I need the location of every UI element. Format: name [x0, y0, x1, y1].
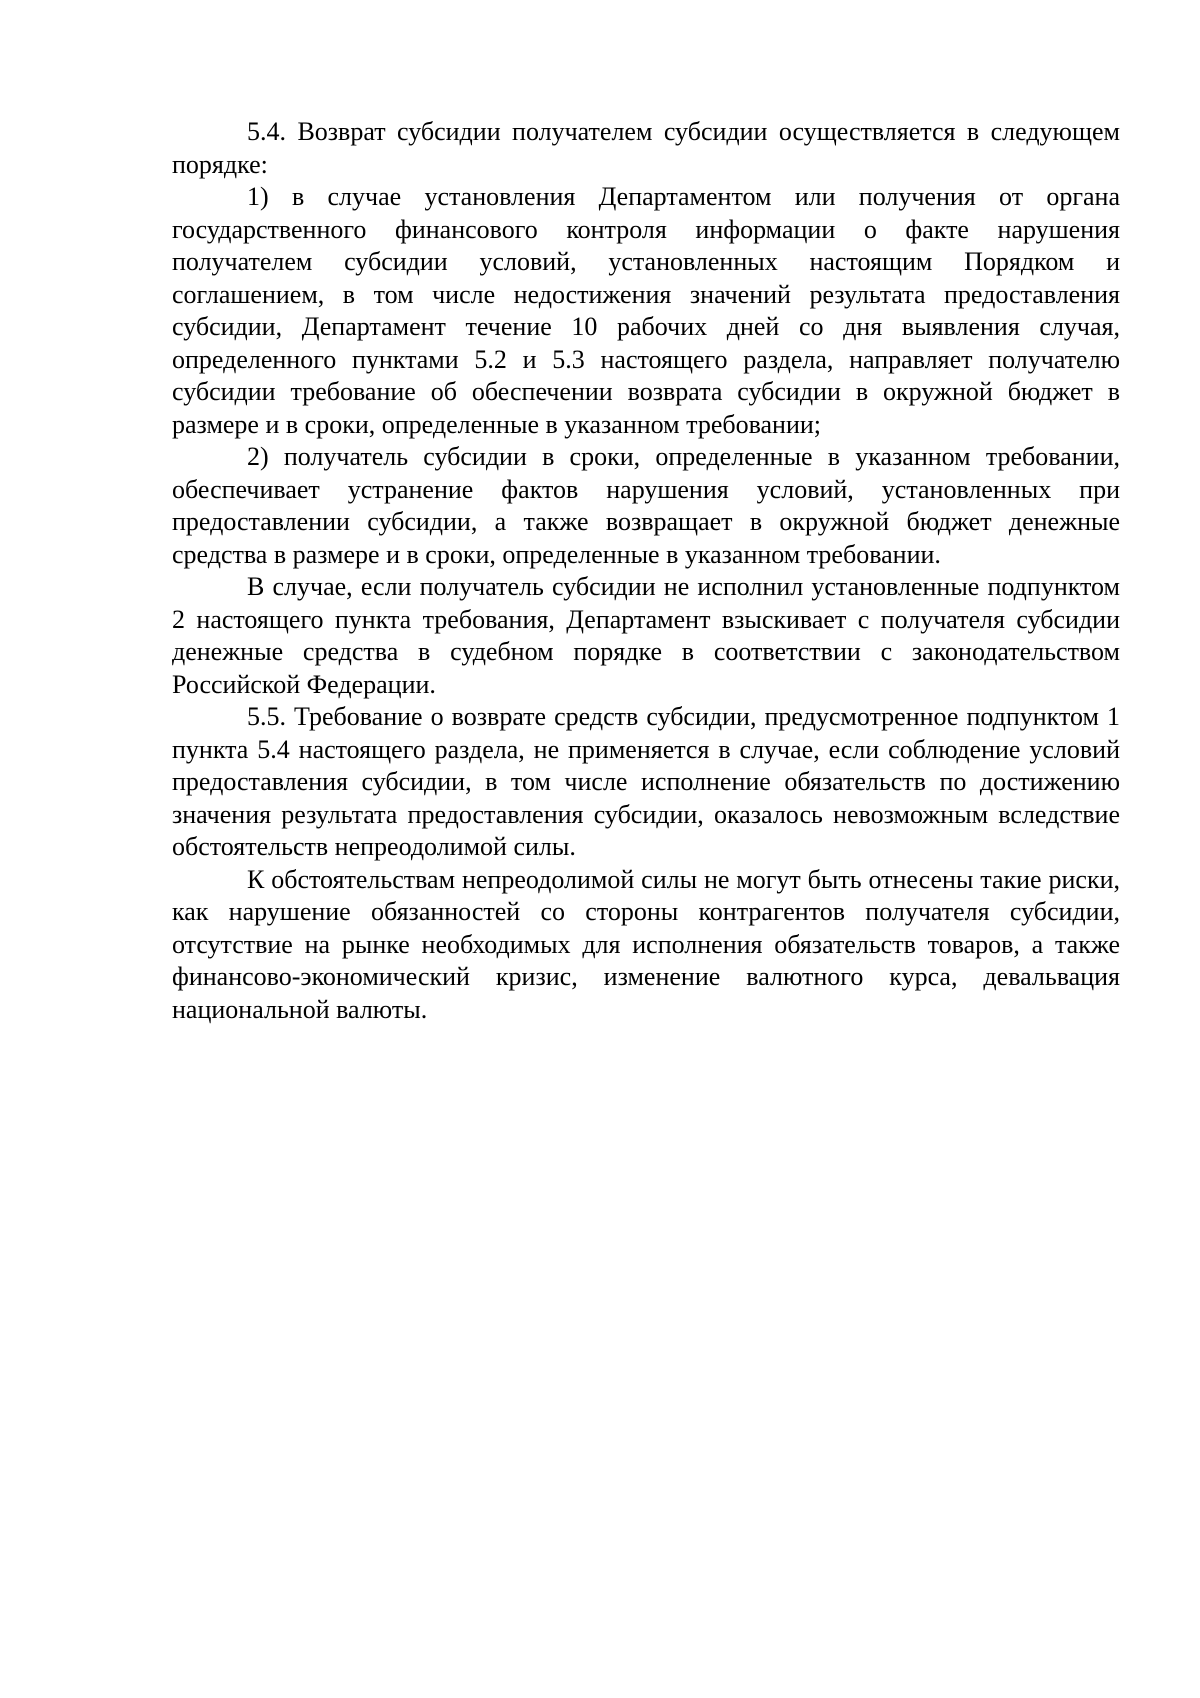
paragraph-5-4-item-2: 2) получатель субсидии в сроки, определенные в указанном требовании, обеспечивает устранение фактов нарушения условий, установленных при предоставлении субсидии, а также возвращает в окружной бюджет денежные средства в размере и в сроки, определенные в указанном требовании. [172, 442, 1120, 569]
paragraph-5-5: 5.5. Требование о возврате средств субсидии, предусмотренное подпунктом 1 пункта 5.4 настоящего раздела, не применяется в случае, если соблюдение условий предоставления субсидии, в том числе исполнение обязательств по достижению значения результата предоставления субсидии, оказалось невозможным вследствие обстоятельств непреодолимой силы. [172, 702, 1120, 861]
paragraph-court-recovery: В случае, если получатель субсидии не исполнил установленные подпунктом 2 настоящего пункта требования, Департамент взыскивает с получателя субсидии денежные средства в судебном порядке в соответствии с законодательством Российской Федерации. [172, 572, 1120, 699]
paragraph-force-majeure: К обстоятельствам непреодолимой силы не могут быть отнесены такие риски, как нарушение обязанностей со стороны контрагентов получателя субсидии, отсутствие на рынке необходимых для исполнения обязательств товаров, а также финансово-экономический кризис, изменение валютного курса, девальвация национальной валюты. [172, 864, 1120, 1024]
paragraph-5-4: 5.4. Возврат субсидии получателем субсидии осуществляется в следующем порядке: [172, 117, 1120, 179]
paragraph-5-4-item-1: 1) в случае установления Департаментом или получения от органа государственного финансового контроля информации о факте нарушения получателем субсидии условий, установленных настоящим Порядком и соглашением, в том числе недостижения значений результата предоставления субсидии, Департамент течение 10 рабочих дней со дня выявления случая, определенного пунктами 5.2 и 5.3 настоящего раздела, направляет получателю субсидии требование об обеспечении возврата субсидии в окружной бюджет в размере и в сроки, определенные в указанном требовании; [172, 182, 1120, 439]
document-body [172, 116, 1120, 1026]
